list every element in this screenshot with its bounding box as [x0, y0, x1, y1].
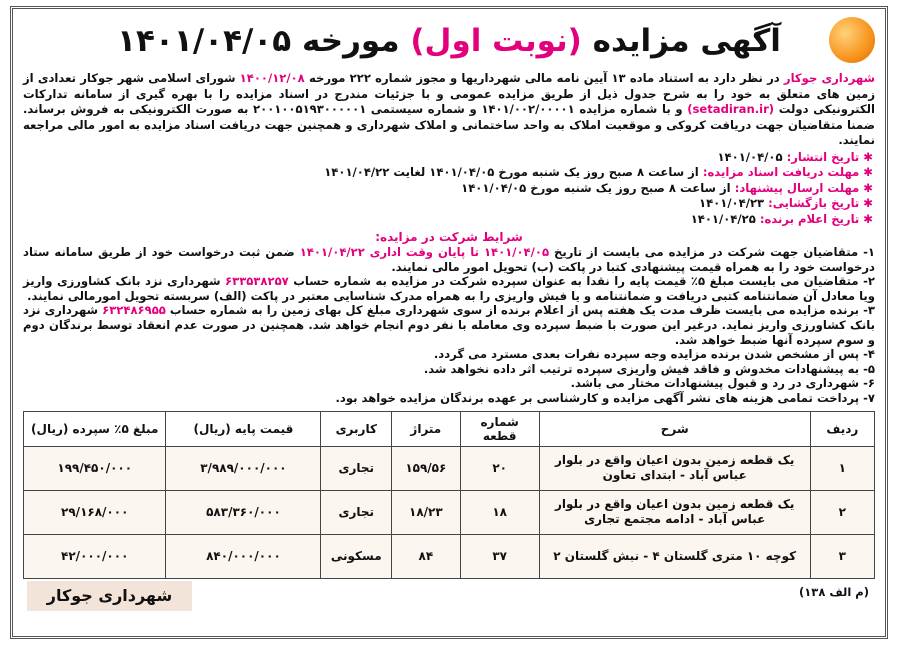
condition-highlight: ۶۳۳۵۳۸۲۵۷ — [225, 274, 289, 289]
bullet-icon: ✱ — [863, 196, 873, 210]
table-row — [24, 490, 875, 534]
header-row-number: ردیف — [810, 411, 874, 446]
table-row — [24, 446, 875, 490]
cell-lot-number: ۳۷ — [460, 534, 539, 578]
cell-lot-number: ۲۰ — [460, 446, 539, 490]
intro-date: ۱۴۰۰/۱۲/۰۸ — [239, 71, 305, 85]
org-name: شهرداری جوکار — [783, 71, 875, 85]
table-header-row — [24, 411, 875, 446]
cell-area: ۱۵۹/۵۶ — [392, 446, 461, 490]
date-item-documents — [23, 165, 875, 181]
cell-base-price: ۵۸۳/۳۶۰/۰۰۰ — [166, 490, 321, 534]
intro-paragraph — [23, 71, 875, 149]
condition-text: شهرداری نزد بانک کشاورزی واریز ویا معادل آن ضمانتنامه کتبی دریافت و ضمانتنامه و یا فیش واریزی را به همراه مدرک شناسایی معتبر در پاکت (الف) سربسته تحویل امورمالی نمایند. — [23, 274, 875, 303]
bullet-icon: ✱ — [863, 149, 873, 164]
date-label: مهلت دریافت اسناد مزایده: — [702, 165, 860, 179]
condition-highlight: ۶۳۲۴۸۶۹۵۵ — [102, 303, 166, 318]
title-date: مورخه ۱۴۰۱/۰۴/۰۵ — [117, 23, 400, 59]
condition-highlight: ۱۴۰۱/۰۴/۰۵ تا پایان وقت اداری ۱۴۰۱/۰۴/۲۲ — [299, 245, 550, 259]
date-value: ۱۴۰۱/۰۴/۰۵ — [717, 149, 787, 164]
condition-item: ۵- به پیشنهادات مخدوش و فاقد فیش واریزی سپرده ترتیب اثر داده نخواهد شد. — [423, 361, 875, 376]
header-deposit: مبلغ ۵٪ سپرده (ریال) — [24, 411, 166, 446]
table-row — [24, 534, 875, 578]
cell-land-use: مسکونی — [321, 534, 392, 578]
dates-list — [23, 150, 875, 228]
reference-code: (م الف ۱۳۸) — [799, 584, 869, 599]
date-item-opening — [23, 196, 875, 212]
header-description: شرح — [539, 411, 810, 446]
condition-text: ۲- متقاضیان می بایست مبلغ ۵٪ قیمت پایه را نقدا به عنوان سپرده شرکت در مزایده به شماره حساب — [288, 274, 875, 289]
condition-text: ۳- برنده مزایده می بایست ظرف مدت یک هفته پس از اعلام برنده از سوی شهرداری مبلغ کل بهای زمین را به شماره حساب — [165, 303, 875, 318]
properties-table — [23, 411, 875, 579]
setad-site: (setadiran.ir) — [687, 102, 775, 116]
conditions-title: شرایط شرکت در مزایده: — [375, 230, 523, 244]
cell-row-number: ۳ — [810, 534, 874, 578]
condition-item: ۴- پس از مشخص شدن برنده مزایده وجه سپرده نفرات بعدی مسترد می گردد. — [433, 347, 875, 362]
date-label: مهلت ارسال پیشنهاد: — [734, 180, 860, 195]
cell-deposit: ۴۲/۰۰۰/۰۰۰ — [24, 534, 166, 578]
date-value: ۱۴۰۱/۰۴/۲۳ — [699, 196, 769, 210]
header-base-price: قیمت پایه (ریال) — [166, 411, 321, 446]
date-value: ۱۴۰۱/۰۴/۲۵ — [690, 211, 760, 226]
cell-lot-number: ۱۸ — [460, 490, 539, 534]
date-value: از ساعت ۸ صبح روز یک شنبه مورخ ۱۴۰۱/۰۴/۰۵ لغایت ۱۴۰۱/۰۴/۲۲ — [324, 165, 703, 179]
bullet-icon: ✱ — [863, 165, 873, 179]
date-label: تاریخ انتشار: — [786, 149, 860, 164]
date-item-winner — [23, 212, 875, 228]
bullet-icon: ✱ — [863, 180, 873, 195]
cell-base-price: ۸۴۰/۰۰۰/۰۰۰ — [166, 534, 321, 578]
cell-deposit: ۱۹۹/۴۵۰/۰۰۰ — [24, 446, 166, 490]
cell-row-number: ۱ — [810, 446, 874, 490]
title-round: (نوبت اول) — [410, 23, 582, 59]
bullet-icon: ✱ — [863, 211, 873, 226]
notice-footer — [23, 585, 875, 609]
municipality-logo-icon — [829, 17, 875, 63]
title-prefix: آگهی مزایده — [592, 23, 781, 59]
date-label: تاریخ بازگشایی: — [768, 196, 860, 210]
intro-text-b: شورای اسلامی شهر جوکار تعدادی از زمین های متعلق به خود را به شرح جدول ذیل از طریق مزایده عمومی و با جزئیات مندرج در اسناد مزایده را با بهره گیری از سامانه تدارکات الکترونیکی دولت — [23, 71, 875, 116]
cell-land-use: تجاری — [321, 490, 392, 534]
condition-item: ۶- شهرداری در رد و قبول پیشنهادات مختار می باشد. — [570, 376, 875, 391]
intro-text-a: در نظر دارد به استناد ماده ۱۳ آیین نامه مالی شهرداریها و مجوز شماره ۲۲۲ مورخه — [304, 71, 784, 85]
date-value: از ساعت ۸ صبح روز یک شنبه مورخ ۱۴۰۱/۰۴/۰۵ — [461, 180, 735, 195]
cell-area: ۸۴ — [392, 534, 461, 578]
condition-item — [23, 245, 875, 274]
condition-text: ضمن ثبت درخواست خود از طریق سامانه ستاد درخواست خود را به همراه قیمت پیشنهادی کتبا در پاکت (ب) تحویل امور مالی نمایند. — [23, 245, 875, 274]
cell-description: یک قطعه زمین بدون اعیان واقع در بلوار عباس آباد - ابتدای تعاون — [539, 446, 810, 490]
cell-description: یک قطعه زمین بدون اعیان واقع در بلوار عباس آباد - ادامه مجتمع تجاری — [539, 490, 810, 534]
header-land-use: کاربری — [321, 411, 392, 446]
notice-frame — [10, 6, 888, 639]
cell-deposit: ۲۹/۱۶۸/۰۰۰ — [24, 490, 166, 534]
cell-area: ۱۸/۲۳ — [392, 490, 461, 534]
header-area: متراژ — [392, 411, 461, 446]
date-item-submit — [23, 181, 875, 197]
condition-text: ۱- متقاضیان جهت شرکت در مزایده می بایست از تاریخ — [549, 245, 875, 259]
cell-row-number: ۲ — [810, 490, 874, 534]
date-label: تاریخ اعلام برنده: — [759, 211, 860, 226]
condition-item — [23, 274, 875, 303]
intro-text-c: و با شماره مزایده ۱۴۰۱/۰۰۲/۰۰۰۰۱ و شماره سیستمی ۲۰۰۱۰۰۵۱۹۳۰۰۰۰۰۱ به صورت الکترونیکی به فروش برساند. ضمنا متقاضیان جهت دریافت کروکی و موقعیت املاک به واحد ساختمانی و املاک شهرداری و همچنین جهت دریافت اسناد مزایده به امور مالی مراجعه نمایند. — [23, 102, 875, 147]
condition-item — [23, 303, 875, 347]
conditions-list — [23, 245, 875, 406]
notice-title — [117, 23, 781, 59]
cell-land-use: تجاری — [321, 446, 392, 490]
cell-base-price: ۳/۹۸۹/۰۰۰/۰۰۰ — [166, 446, 321, 490]
condition-text: شهرداری نزد بانک کشاورزی واریز نماید. درغیر این صورت با ضبط سپرده وی معامله با نفر دوم انجام خواهد شد. همچنین در صورت عدم انعقاد توسط برندگان دوم و سوم سپرده آنها ضبط خواهد شد. — [23, 303, 875, 347]
condition-item: ۷- پرداخت تمامی هزینه های نشر آگهی مزایده و کارشناسی بر عهده برندگان مزایده خواهد بود. — [335, 390, 875, 405]
cell-description: کوچه ۱۰ متری گلستان ۴ - نبش گلستان ۲ — [539, 534, 810, 578]
header-lot-number: شماره قطعه — [460, 411, 539, 446]
notice-header — [23, 13, 875, 69]
date-item-publish — [23, 150, 875, 166]
municipality-signature: شهرداری جوکار — [27, 581, 192, 611]
